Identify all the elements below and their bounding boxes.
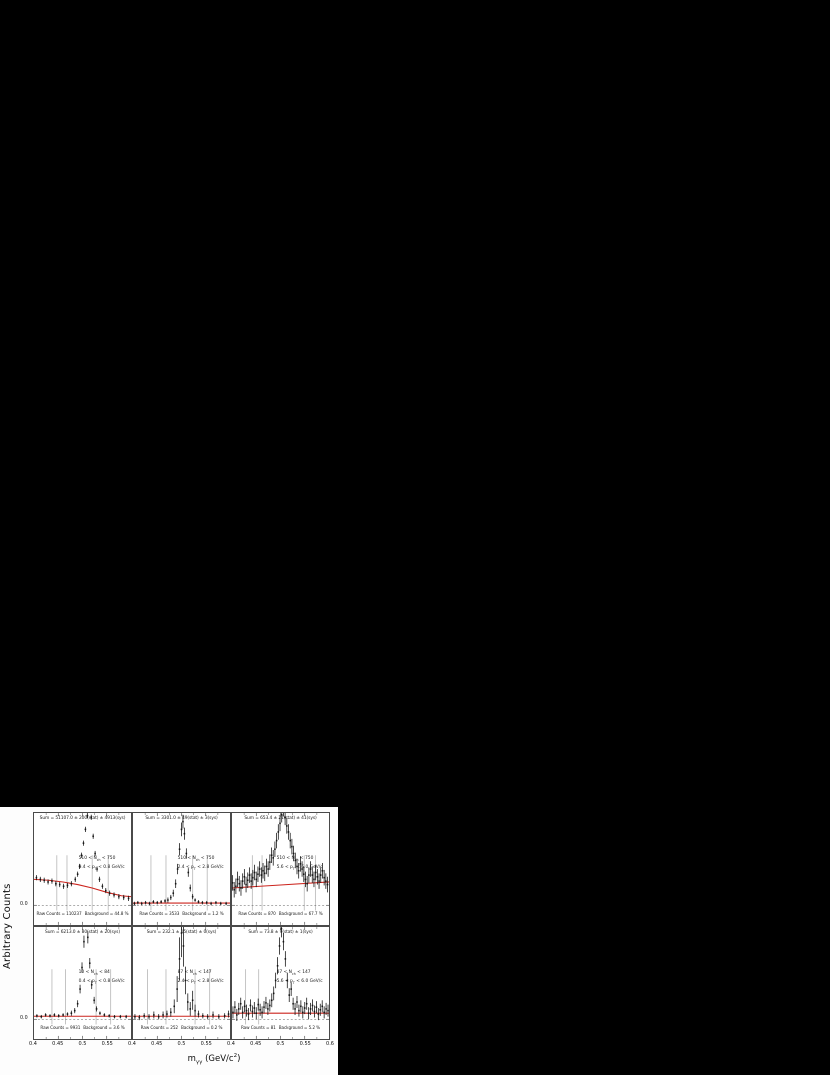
x-axis-title-superscript: 2 bbox=[233, 1053, 238, 1059]
background-text: Background = 67.7 % bbox=[278, 910, 323, 916]
raw-counts-label bbox=[133, 1025, 230, 1030]
background-text: Background = 44.8 % bbox=[84, 910, 129, 916]
x-axis-title-unit-end: ) bbox=[237, 1053, 241, 1064]
annotation-line: $2.4 < p_T < 2.8$ GeV/c bbox=[177, 978, 224, 985]
raw-counts-label bbox=[34, 911, 131, 916]
panel-bottom-left bbox=[33, 926, 132, 1040]
y-axis-title: Arbitrary Counts bbox=[2, 883, 13, 969]
raw-counts-text: Raw Counts = 3533 bbox=[139, 910, 180, 916]
sum-label: Sum = 3301.0 ± 49(stat) ± 3(sys) bbox=[145, 815, 218, 821]
x-tick-label: 0.55 bbox=[299, 1041, 311, 1047]
annotation-line: $2.4 < p_T < 2.8$ GeV/c bbox=[177, 864, 224, 871]
x-tick-label: 0.5 bbox=[78, 1041, 87, 1047]
x-tick-label: 0.4 bbox=[29, 1041, 37, 1047]
x-tick-label: 0.5 bbox=[177, 1041, 186, 1047]
y-tick-label-bottom-row: 0.0 bbox=[20, 1016, 28, 1021]
x-tick-label: 0.45 bbox=[250, 1041, 262, 1047]
annotation-line: $10 < N_{ch} < 84$ bbox=[78, 970, 110, 976]
x-tick-label: 0.55 bbox=[101, 1041, 113, 1047]
x-tick-label: 0.45 bbox=[151, 1041, 163, 1047]
x-tick-label: 0.55 bbox=[200, 1041, 212, 1047]
cut-annotations bbox=[79, 855, 125, 873]
annotation-line: $5.6 < p_T < 6.0$ GeV/c bbox=[276, 978, 323, 985]
annotation-line: $510 < N_{ch} < 750$ bbox=[276, 856, 314, 862]
panel-top-left bbox=[33, 812, 132, 926]
annotation-line: $5.6 < p_T < 6.0$ GeV/c bbox=[276, 864, 323, 871]
raw-counts-text: Raw Counts = 110237 bbox=[36, 910, 82, 916]
panel-top-middle bbox=[132, 812, 231, 926]
y-tick-label-top-row: 0.0 bbox=[20, 902, 28, 907]
background-text: Background = 3.6 % bbox=[83, 1024, 125, 1030]
x-axis-title-unit: (GeV/c bbox=[202, 1053, 234, 1064]
cut-annotations bbox=[277, 855, 323, 873]
annotation-line: $87 < N_{ch} < 147$ bbox=[177, 970, 212, 976]
raw-counts-label bbox=[133, 911, 230, 916]
annotation-line: $510 < N_{ch} < 750$ bbox=[177, 856, 215, 862]
annotation-line: $0.4 < p_T < 0.8$ GeV/c bbox=[78, 864, 125, 871]
x-tick-label: 0.5 bbox=[276, 1041, 285, 1047]
x-axis-title-base: m bbox=[187, 1053, 196, 1064]
x-axis-tick-labels bbox=[29, 1041, 334, 1049]
annotation-line: $510 < N_{ch} < 750$ bbox=[78, 856, 116, 862]
panel-bottom-middle bbox=[132, 926, 231, 1040]
mass-spectra-figure bbox=[0, 807, 338, 1075]
x-tick-label: 0.45 bbox=[52, 1041, 64, 1047]
raw-counts-text: Raw Counts = 81 bbox=[240, 1024, 276, 1030]
sum-label: Sum = 73.8 ± 9(stat) ± 1(sys) bbox=[248, 929, 313, 935]
background-text: Background = 0.2 % bbox=[181, 1024, 223, 1030]
raw-counts-text: Raw Counts = 252 bbox=[140, 1024, 178, 1030]
raw-counts-label bbox=[232, 1025, 329, 1030]
annotation-line: $87 < N_{ch} < 147$ bbox=[276, 970, 311, 976]
cut-annotations bbox=[79, 969, 125, 987]
panel-top-right bbox=[231, 812, 330, 926]
x-axis-title bbox=[188, 1053, 241, 1066]
sum-label: Sum = 51107.0 ± 200(stat) ± 4913(sys) bbox=[39, 815, 126, 821]
raw-counts-label bbox=[232, 911, 329, 916]
panel-bottom-right bbox=[231, 926, 330, 1040]
x-tick-label: 0.4 bbox=[128, 1041, 136, 1047]
cut-annotations bbox=[178, 969, 224, 987]
sum-label: Sum = 653.4 ± 21(stat) ± 41(sys) bbox=[244, 815, 317, 821]
annotation-line: $0.4 < p_T < 0.8$ GeV/c bbox=[78, 978, 125, 985]
x-tick-label: 0.6 bbox=[326, 1041, 334, 1047]
raw-counts-label bbox=[34, 1025, 131, 1030]
raw-counts-text: Raw Counts = 9931 bbox=[40, 1024, 81, 1030]
raw-counts-text: Raw Counts = 870 bbox=[238, 910, 276, 916]
background-text: Background = 5.2 % bbox=[278, 1024, 321, 1030]
x-axis-title-subscript: γγ bbox=[195, 1059, 203, 1066]
cut-annotations bbox=[277, 969, 323, 987]
background-text: Background = 1.2 % bbox=[182, 910, 224, 916]
x-tick-label: 0.4 bbox=[227, 1041, 235, 1047]
sum-label: Sum = 232.1 ± 15(stat) ± 0(sys) bbox=[146, 929, 217, 935]
sum-label: Sum = 6213.0 ± 80(stat) ± 20(sys) bbox=[45, 929, 120, 935]
cut-annotations bbox=[178, 855, 224, 873]
